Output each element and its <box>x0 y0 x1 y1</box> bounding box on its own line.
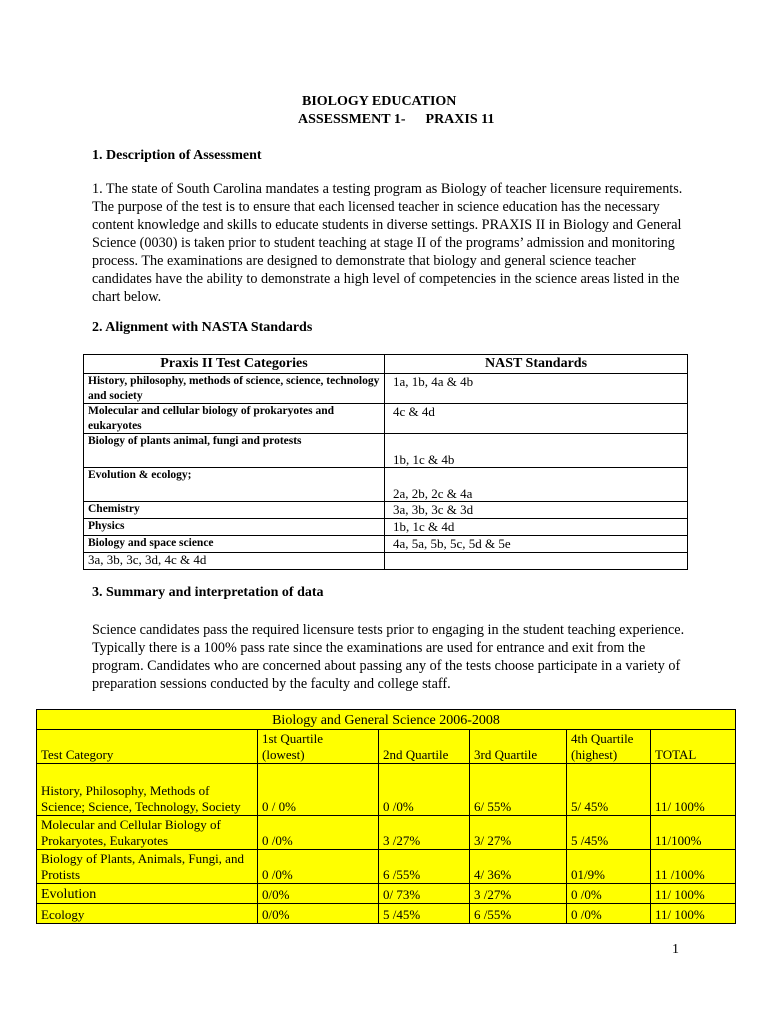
value-cell: 5 /45% <box>379 904 470 924</box>
results-table <box>36 709 736 924</box>
value-cell: 6/ 55% <box>470 764 567 816</box>
category-cell: Chemistry <box>84 502 385 519</box>
column-header: 2nd Quartile <box>379 730 470 764</box>
standards-cell <box>385 553 688 570</box>
value-cell: 0/0% <box>258 884 379 904</box>
column-header: NAST Standards <box>385 355 688 374</box>
results-caption: Biology and General Science 2006-2008 <box>37 710 736 730</box>
table-row <box>37 850 736 884</box>
table-row <box>37 884 736 904</box>
value-cell: 5 /45% <box>567 816 651 850</box>
category-cell: Molecular and cellular biology of prokaryotes and eukaryotes <box>84 404 385 434</box>
category-cell: Evolution & ecology; <box>84 468 385 502</box>
value-cell: 3/ 27% <box>470 816 567 850</box>
standards-cell: 4a, 5a, 5b, 5c, 5d & 5e <box>385 536 688 553</box>
value-cell: 0 /0% <box>567 884 651 904</box>
table-row <box>84 468 688 502</box>
column-header: Test Category <box>37 730 258 764</box>
value-cell: 11/ 100% <box>651 884 736 904</box>
value-cell: 11/100% <box>651 816 736 850</box>
column-header: Praxis II Test Categories <box>84 355 385 374</box>
table-row <box>84 404 688 434</box>
section1-text: 1. The state of South Carolina mandates a testing program as Biology of teacher licensure requirements. The purpose of the test is to ensure that each licensed teacher in science education has the necessary content knowledge and skills to educate students in diverse settings. PRAXIS II in Biology and General Science (0030) is taken prior to student teaching at stage II of the programs’ admission and monitoring process. The examinations are designed to demonstrate that biology and general science teacher candidates have the ability to demonstrate a high level of competencies in the science areas listed in the chart below. <box>92 181 683 305</box>
standards-cell: 2a, 2b, 2c & 4a <box>385 468 688 502</box>
section1-heading: 1. Description of Assessment <box>92 148 262 163</box>
column-header: TOTAL <box>651 730 736 764</box>
value-cell: 01/9% <box>567 850 651 884</box>
category-cell: Evolution <box>37 884 258 904</box>
value-cell: 4/ 36% <box>470 850 567 884</box>
column-header: 4th Quartile (highest) <box>567 730 651 764</box>
category-cell: Biology of plants animal, fungi and protests <box>84 434 385 468</box>
value-cell: 11/ 100% <box>651 904 736 924</box>
table-row <box>37 816 736 850</box>
assessment-label: ASSESSMENT 1- <box>298 112 406 127</box>
column-header: 3rd Quartile <box>470 730 567 764</box>
standards-cell: 1b, 1c & 4b <box>385 434 688 468</box>
standards-header-row <box>84 355 688 374</box>
section2-heading: 2. Alignment with NASTA Standards <box>92 320 313 335</box>
value-cell: 3 /27% <box>470 884 567 904</box>
standards-cell: 1b, 1c & 4d <box>385 519 688 536</box>
caption-row <box>37 710 736 730</box>
standards-cell: 1a, 1b, 4a & 4b <box>385 374 688 404</box>
category-cell: Molecular and Cellular Biology of Prokaryotes, Eukaryotes <box>37 816 258 850</box>
table-row <box>84 502 688 519</box>
value-cell: 0/0% <box>258 904 379 924</box>
value-cell: 3 /27% <box>379 816 470 850</box>
table-row <box>84 519 688 536</box>
results-header-row <box>37 730 736 764</box>
value-cell: 11 /100% <box>651 850 736 884</box>
praxis-label: PRAXIS 11 <box>425 112 495 127</box>
value-cell: 0 /0% <box>258 816 379 850</box>
standards-table <box>83 354 688 570</box>
category-cell: 3a, 3b, 3c, 3d, 4c & 4d <box>84 553 385 570</box>
category-cell: History, philosophy, methods of science, science, technology and society <box>84 374 385 404</box>
category-cell: Ecology <box>37 904 258 924</box>
value-cell: 6 /55% <box>379 850 470 884</box>
value-cell: 0 /0% <box>258 850 379 884</box>
category-cell: Biology of Plants, Animals, Fungi, and Protists <box>37 850 258 884</box>
document-title: BIOLOGY EDUCATION <box>302 94 457 109</box>
value-cell: 0 /0% <box>567 904 651 924</box>
table-row <box>37 904 736 924</box>
category-cell: Biology and space science <box>84 536 385 553</box>
value-cell: 5/ 45% <box>567 764 651 816</box>
table-row <box>37 764 736 816</box>
category-cell: Physics <box>84 519 385 536</box>
table-row <box>84 536 688 553</box>
table-row <box>84 434 688 468</box>
standards-cell: 4c & 4d <box>385 404 688 434</box>
page-number: 1 <box>672 942 679 957</box>
document-subtitle <box>298 112 494 128</box>
table-row <box>84 374 688 404</box>
value-cell: 0/ 73% <box>379 884 470 904</box>
table-row <box>84 553 688 570</box>
value-cell: 11/ 100% <box>651 764 736 816</box>
standards-cell: 3a, 3b, 3c & 3d <box>385 502 688 519</box>
value-cell: 0 /0% <box>379 764 470 816</box>
value-cell: 0 / 0% <box>258 764 379 816</box>
category-cell: History, Philosophy, Methods of Science; Science, Technology, Society <box>37 764 258 816</box>
column-header: 1st Quartile (lowest) <box>258 730 379 764</box>
section3-heading: 3. Summary and interpretation of data <box>92 585 324 600</box>
value-cell: 6 /55% <box>470 904 567 924</box>
section3-text: Science candidates pass the required licensure tests prior to engaging in the student teaching experience. Typically there is a 100% pass rate since the examinations are used for entrance and exit from the program. Candidates who are concerned about passing any of the tests choose participate in a variety of preparation sessions conducted by the faculty and college staff. <box>92 622 685 692</box>
